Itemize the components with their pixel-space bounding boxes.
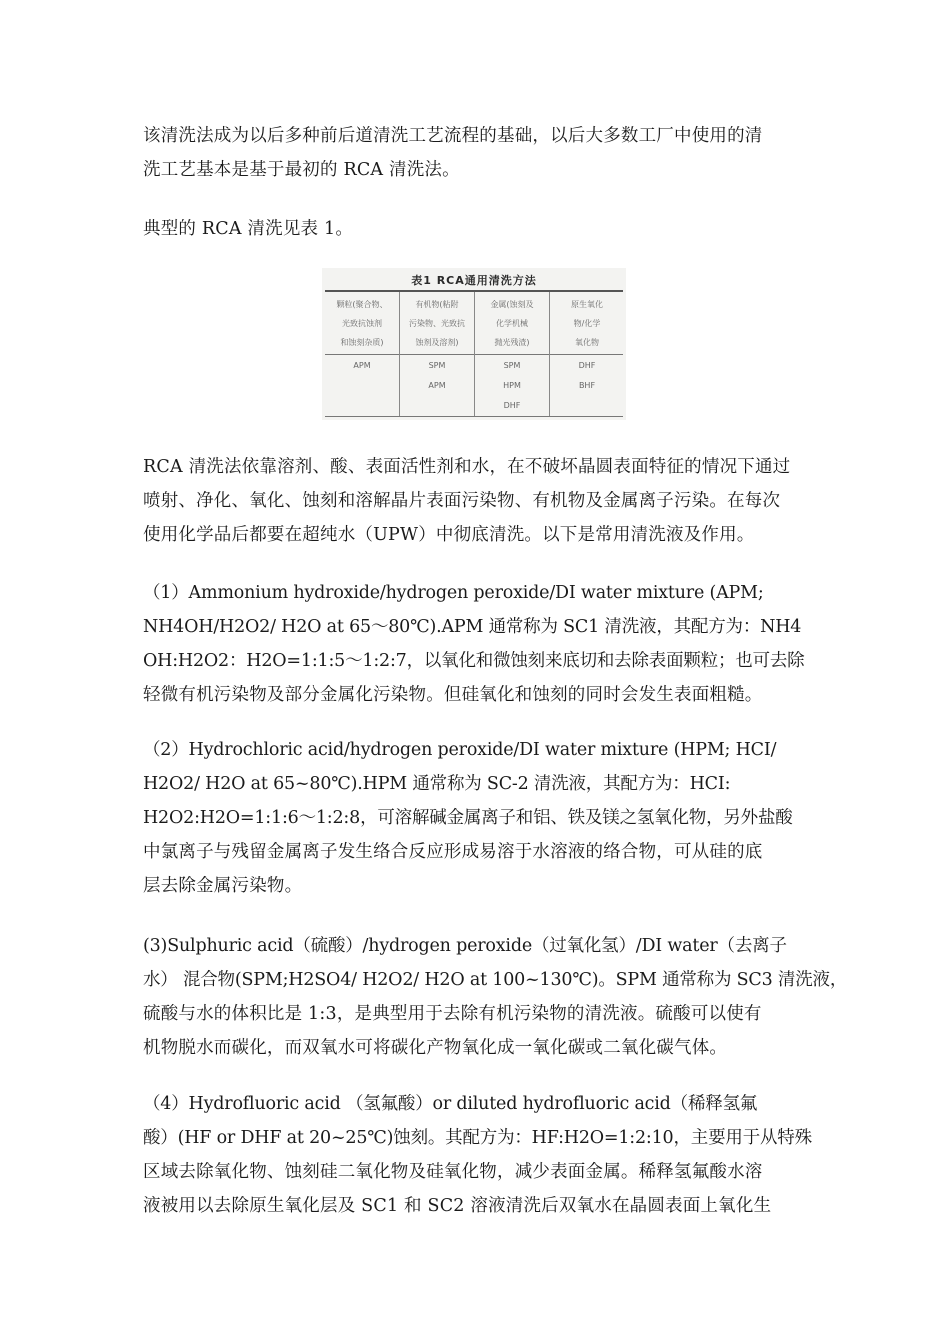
table-header-organics: 有机物(粘附 污染物、光致抗 蚀剂及溶剂) bbox=[409, 300, 465, 347]
rca-cleaning-table-figure bbox=[322, 268, 626, 420]
text-line: OH:H2O2：H2O=1:1:5～1:2:7，以氧化和微蚀刻来底切和去除表面颗粒；也可去除 bbox=[143, 651, 805, 671]
paragraph-table-reference bbox=[143, 212, 813, 246]
paragraph-apm bbox=[143, 576, 813, 712]
table-header-oxides: 原生氧化 物/化学 氧化物 bbox=[571, 300, 603, 347]
paragraph-rca-overview bbox=[143, 450, 813, 552]
text-line: 喷射、净化、氧化、蚀刻和溶解晶片表面污染物、有机物及金属离子污染。在每次 bbox=[143, 491, 781, 511]
text-line: NH4OH/H2O2/ H2O at 65～80℃).APM 通常称为 SC1 清洗液，其配方为：NH4 bbox=[143, 617, 802, 637]
text-line: 使用化学品后都要在超纯水（UPW）中彻底清洗。以下是常用清洗液及作用。 bbox=[143, 525, 755, 545]
text-line: RCA 清洗法依靠溶剂、酸、表面活性剂和水，在不破坏晶圆表面特征的情况下通过 bbox=[143, 457, 791, 477]
table-bottom-rule bbox=[325, 416, 623, 417]
paragraph-spm bbox=[143, 929, 848, 1065]
text-line: 层去除金属污染物。 bbox=[143, 876, 303, 896]
text-line: 轻微有机污染物及部分金属化污染物。但硅氧化和蚀刻的同时会发生表面粗糙。 bbox=[143, 685, 763, 705]
text-line: 硫酸与水的体积比是 1:3，是典型用于去除有机污染物的清洗液。硫酸可以使有 bbox=[143, 1004, 762, 1024]
text-line: (3)Sulphuric acid（硫酸）/hydrogen peroxide（过氧化氢）/DI water（去离子 bbox=[143, 936, 787, 956]
text-line: （1）Ammonium hydroxide/hydrogen peroxide/DI water mixture (APM; bbox=[143, 583, 764, 603]
text-line: 液被用以去除原生氧化层及 SC1 和 SC2 溶液清洗后双氧水在晶圆表面上氧化生 bbox=[143, 1196, 772, 1216]
table-title: 表1 RCA通用清洗方法 bbox=[411, 274, 537, 287]
table-header-particles: 颗粒(聚合物、 光致抗蚀剂 和蚀刻杂质) bbox=[336, 300, 388, 347]
paragraph-hpm bbox=[143, 733, 813, 903]
table-header-metals: 金属(蚀刻及 化学机械 抛光残渣) bbox=[490, 300, 534, 347]
text-line: 区域去除氧化物、蚀刻硅二氧化物及硅氧化物，减少表面金属。稀释氢氟酸水溶 bbox=[143, 1162, 763, 1182]
table-cell: HPM bbox=[503, 381, 521, 390]
text-line: 中氯离子与残留金属离子发生络合反应形成易溶于水溶液的络合物，可从硅的底 bbox=[143, 842, 763, 862]
paragraph-intro bbox=[143, 119, 813, 187]
text-line: 典型的 RCA 清洗见表 1。 bbox=[143, 219, 354, 239]
table-cell: SPM bbox=[428, 361, 446, 370]
text-line: （4）Hydrofluoric acid （氢氟酸）or diluted hydrofluoric acid（稀释氢氟 bbox=[143, 1094, 758, 1114]
paragraph-dhf bbox=[143, 1087, 813, 1223]
table-cell: DHF bbox=[503, 401, 521, 410]
text-line: 水） 混合物(SPM;H2SO4/ H2O2/ H2O at 100~130℃)。SPM 通常称为 SC3 清洗液， bbox=[143, 970, 848, 990]
text-line: 该清洗法成为以后多种前后道清洗工艺流程的基础，以后大多数工厂中使用的清 bbox=[143, 126, 763, 146]
text-line: 机物脱水而碳化，而双氧水可将碳化产物氧化成一氧化碳或二氧化碳气体。 bbox=[143, 1038, 728, 1058]
text-line: （2）Hydrochloric acid/hydrogen peroxide/DI water mixture (HPM; HCI/ bbox=[143, 740, 777, 760]
text-line: 酸）(HF or DHF at 20~25℃)蚀刻。其配方为：HF:H2O=1:2:10，主要用于从特殊 bbox=[143, 1128, 812, 1148]
text-line: 洗工艺基本是基于最初的 RCA 清洗法。 bbox=[143, 160, 460, 180]
table-cell: DHF bbox=[578, 361, 596, 370]
table-cell: BHF bbox=[578, 381, 596, 390]
text-line: H2O2/ H2O at 65~80℃).HPM 通常称为 SC-2 清洗液，其配方为：HCI: bbox=[143, 774, 731, 794]
text-line: H2O2:H2O=1:1:6～1:2:8，可溶解碱金属离子和铝、铁及镁之氢氧化物，另外盐酸 bbox=[143, 808, 793, 828]
table-cell: APM bbox=[428, 381, 446, 390]
table-cell: APM bbox=[353, 361, 371, 370]
table-cell: SPM bbox=[503, 361, 521, 370]
